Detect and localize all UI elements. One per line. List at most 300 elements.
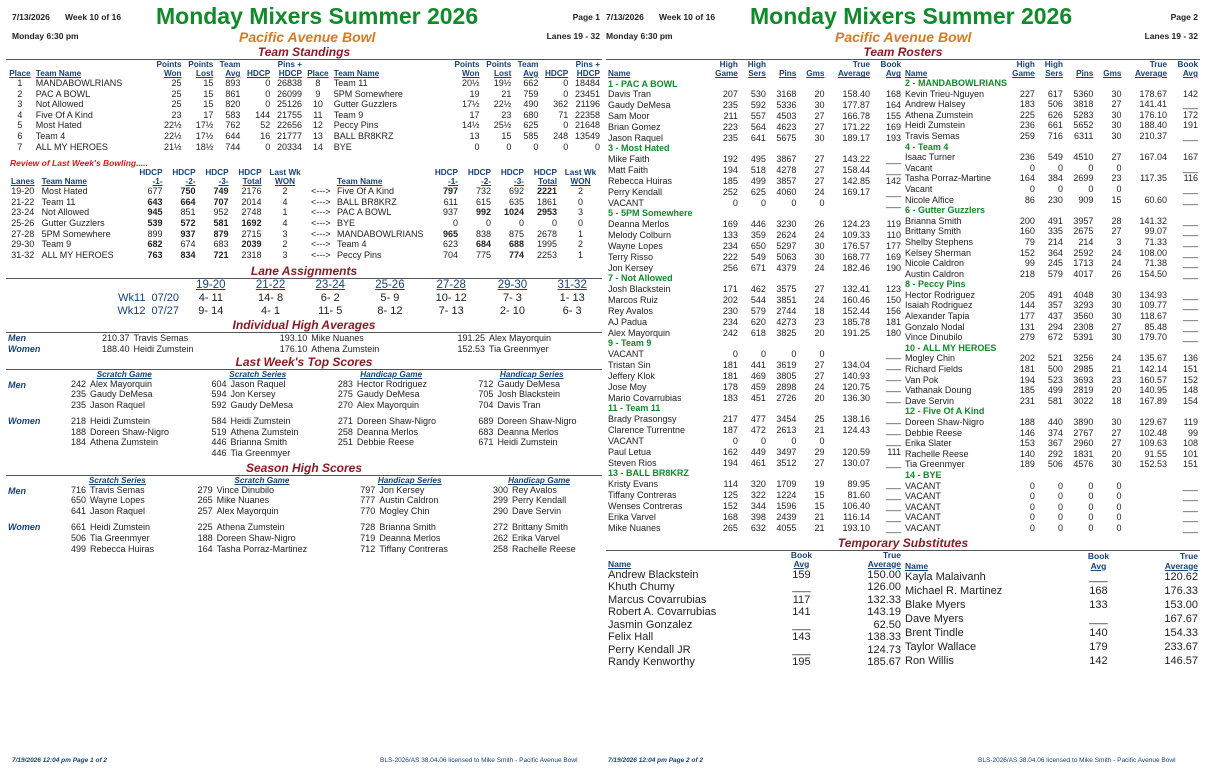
column-header: HDCP: [205, 168, 229, 178]
score-value: 279: [197, 484, 213, 495]
roster-cell: 30: [1111, 130, 1122, 141]
review-cell: 945: [147, 207, 163, 218]
roster-cell: 24: [814, 186, 825, 197]
scores-header-row: [6, 370, 602, 379]
roster-cell: 202: [1019, 353, 1035, 364]
bowler-name: Josh Blackstein: [497, 389, 560, 400]
roster-cell: 164: [885, 100, 901, 111]
roster-cell: 189.17: [842, 132, 871, 143]
column-header: -3-: [218, 177, 229, 187]
lane-pair-header: 29-30: [497, 279, 528, 292]
column-header: Avg: [225, 69, 241, 78]
roster-cell: 3619: [776, 360, 797, 371]
week-number: Wk11: [118, 292, 146, 305]
column-header: Total: [538, 177, 558, 187]
substitute-cell: Blake Myers: [905, 599, 966, 612]
roster-cell: 30: [1111, 311, 1122, 322]
vs-arrow: <--->: [311, 249, 331, 260]
bowler-name: Travis Semas: [90, 484, 145, 495]
score-value: 235: [70, 389, 86, 400]
roster-cell: 0: [1029, 522, 1035, 533]
roster-cell: 0: [1057, 522, 1063, 533]
standings-header-row: [304, 69, 602, 78]
roster-cell: Rachelle Reese: [905, 448, 969, 459]
roster-cell: 469: [750, 370, 766, 381]
roster-cell: 4017: [1073, 268, 1094, 279]
roster-cell: Marcos Ruiz: [608, 295, 659, 306]
bowler-name: Gaudy DeMesa: [497, 378, 560, 389]
roster-cell: 6311: [1074, 130, 1094, 141]
standings-row: [304, 120, 602, 131]
roster-cell: 123: [885, 284, 901, 295]
score-value: 770: [360, 505, 376, 516]
roster-cell: 0: [819, 349, 825, 360]
roster-cell: 30: [1111, 300, 1122, 311]
review-title: Review of Last Week's Bowling.....: [10, 158, 148, 169]
roster-cell: 25: [814, 414, 825, 425]
score-value: 719: [360, 533, 376, 544]
review-cell: 0: [486, 217, 492, 228]
roster-cell: 0: [1088, 480, 1094, 491]
substitute-cell: 179: [1089, 641, 1108, 654]
team-heading-row: [903, 78, 1200, 89]
score-value: 446: [211, 448, 227, 459]
roster-cell: 101: [1182, 448, 1198, 459]
roster-cell: 0: [819, 435, 825, 446]
roster-cell: 86: [1024, 194, 1035, 205]
roster-cell: Paul Letua: [608, 446, 652, 457]
roster-cell: VACANT: [608, 349, 644, 360]
roster-cell: 30: [814, 240, 825, 251]
review-cell: Gutter Guzzlers: [41, 217, 105, 228]
standings-header-row: [6, 60, 304, 69]
women-score-row: [6, 544, 602, 555]
review-cell: 0: [453, 217, 459, 228]
roster-cell: 625: [750, 186, 766, 197]
roster-cell: 167.89: [1139, 395, 1168, 406]
roster-cell: 549: [750, 251, 766, 262]
roster-cell: 3022: [1073, 395, 1094, 406]
bowler-name: Gaudy DeMesa: [356, 389, 420, 400]
roster-cell: Vince Dinubilo: [905, 332, 963, 343]
column-header: Pins: [779, 69, 797, 79]
roster-cell: 153: [1019, 438, 1035, 449]
review-cell: PAC A BOWL: [337, 207, 392, 218]
roster-cell: 259: [1019, 130, 1035, 141]
roster-cell: 3293: [1073, 300, 1094, 311]
roster-player-row: [606, 360, 903, 371]
bowler-name: Athena Zumstein: [90, 437, 159, 448]
roster-cell: 124.43: [842, 425, 871, 436]
standings-cell: 662: [523, 78, 539, 88]
column-header: Lost: [196, 69, 214, 78]
roster-cell: 2439: [776, 511, 797, 522]
roster-cell: Travis Semas: [905, 130, 960, 141]
review-cell: 688: [508, 239, 525, 250]
roster-player-row: [606, 392, 903, 403]
column-header: WON: [570, 177, 591, 187]
roster-cell: ___: [1182, 130, 1198, 141]
review-cell: 2318: [241, 249, 262, 260]
standings-cell: 0: [563, 120, 569, 131]
standings-cell: 362: [553, 99, 569, 110]
review-cell: 539: [147, 217, 163, 228]
score-category-header: Handicap Series: [377, 475, 442, 485]
roster-cell: Nicole Caldron: [905, 258, 965, 269]
column-header: High: [1044, 60, 1063, 69]
standings-cell: 3: [17, 99, 23, 110]
roster-cell: ___: [885, 414, 901, 425]
roster-cell: 230: [722, 305, 738, 316]
lane-pair-header: 27-28: [436, 279, 466, 292]
report-date: 7/13/2026: [12, 12, 50, 22]
bowler-name: Gaudy DeMesa: [90, 389, 153, 400]
roster-cell: 398: [750, 511, 766, 522]
review-cell: 2253: [536, 249, 558, 260]
section-title-rosters: Team Rosters: [606, 45, 1200, 60]
roster-cell: ___: [1182, 512, 1198, 523]
column-header: High: [1016, 60, 1035, 69]
review-cell: 3: [578, 207, 584, 218]
roster-cell: Josh Blackstein: [608, 284, 671, 295]
week-date: 07/27: [151, 305, 179, 318]
standings-cell: Not Allowed: [35, 99, 84, 110]
roster-cell: 140.93: [842, 370, 871, 381]
roster-cell: 151: [1182, 459, 1198, 470]
roster-cell: 23: [1111, 374, 1122, 385]
roster-cell: 182.46: [842, 262, 871, 273]
roster-cell: 27: [1111, 438, 1122, 449]
roster-cell: 4623: [776, 121, 797, 132]
subs-header-row: [903, 561, 1200, 571]
substitute-cell: 120.62: [1164, 571, 1198, 584]
standings-cell: 23: [171, 109, 182, 120]
roster-cell: 236: [1019, 120, 1035, 131]
roster-cell: 109.63: [1139, 438, 1168, 449]
roster-player-row: [606, 284, 903, 295]
team-heading-row: [903, 205, 1200, 216]
roster-cell: 0: [791, 197, 797, 208]
score-value: 584: [211, 416, 227, 427]
roster-cell: 177: [1019, 311, 1035, 322]
roster-cell: 320: [750, 479, 766, 490]
standings-cell: 12: [312, 120, 323, 131]
roster-cell: 3497: [776, 446, 797, 457]
roster-cell: 3230: [776, 219, 797, 230]
roster-cell: ___: [1182, 332, 1198, 343]
score-value: 689: [478, 416, 494, 427]
substitute-cell: ___: [1089, 613, 1108, 626]
roster-cell: 21: [814, 425, 825, 436]
bowler-name: Jason Raquel: [90, 505, 146, 516]
substitute-row: [606, 594, 903, 607]
review-cell: 879: [213, 228, 229, 239]
review-cell: 1024: [503, 207, 525, 218]
score-value: 184: [70, 437, 86, 448]
review-cell: 684: [475, 239, 492, 250]
review-cell: 763: [147, 249, 163, 260]
roster-cell: 234: [722, 240, 738, 251]
standings-cell: 5: [17, 120, 23, 131]
roster-cell: 15: [814, 500, 825, 511]
column-header: Points: [156, 60, 182, 69]
roster-header-row: [606, 69, 903, 78]
substitute-row: [606, 569, 903, 582]
roster-cell: 178: [722, 381, 738, 392]
rosters-grid: [606, 60, 1200, 534]
score-value: 225: [197, 522, 213, 533]
roster-cell: ___: [885, 392, 901, 403]
standings-cell: 15: [501, 130, 512, 141]
review-cell: 834: [180, 249, 196, 260]
bowler-name: Alex Mayorquin: [90, 378, 153, 389]
roster-cell: 2898: [776, 381, 797, 392]
roster-cell: 18: [1111, 395, 1122, 406]
standings-cell: 11: [313, 109, 323, 120]
roster-cell: 0: [760, 197, 766, 208]
roster-player-row: [606, 490, 903, 501]
review-cell: 965: [442, 228, 459, 239]
review-cell: 838: [475, 228, 492, 239]
roster-cell: 200: [1019, 215, 1035, 226]
standings-cell: 10: [312, 99, 323, 110]
score-value: 671: [478, 437, 494, 448]
roster-cell: 167.04: [1139, 152, 1168, 163]
score-value: 270: [337, 399, 353, 410]
review-row: [6, 239, 602, 250]
score-category-header: Handicap Series: [499, 369, 564, 379]
roster-cell: 111: [887, 446, 901, 457]
roster-player-row: [903, 269, 1200, 280]
standings-cell: 893: [225, 78, 241, 88]
roster-cell: 160.46: [842, 295, 871, 306]
roster-cell: 0: [760, 349, 766, 360]
column-header: Game: [1012, 69, 1035, 78]
roster-cell: 188: [1019, 417, 1035, 427]
roster-cell: 518: [750, 165, 766, 176]
roster-cell: 716: [1047, 130, 1063, 141]
substitute-row: [903, 571, 1200, 585]
review-cell: Most Hated: [41, 186, 88, 197]
standings-cell: 21196: [575, 99, 600, 110]
review-cell: Team 4: [337, 239, 367, 250]
column-header: Average: [1164, 560, 1198, 571]
score-category-header: Scratch Series: [229, 369, 287, 379]
roster-cell: 2960: [1073, 438, 1094, 449]
roster-player-row: [903, 332, 1200, 343]
review-cell: 952: [213, 207, 229, 218]
roster-cell: ___: [885, 489, 901, 500]
average-value: 152.53: [457, 343, 485, 354]
scores-header-row: [6, 476, 602, 485]
review-cell: 750: [180, 186, 196, 197]
standings-cell: 0: [506, 141, 512, 152]
individual-high-table: [6, 333, 602, 354]
average-value: 191.25: [457, 333, 485, 344]
roster-player-row: [903, 449, 1200, 460]
roster-cell: 523: [1047, 374, 1063, 385]
roster-cell: 109.33: [842, 230, 871, 241]
roster-cell: 125: [722, 489, 738, 500]
roster-cell: 21: [814, 522, 825, 533]
roster-cell: 185.78: [842, 316, 871, 327]
roster-cell: 164: [1019, 173, 1035, 184]
roster-cell: 179.70: [1139, 332, 1168, 343]
roster-player-row: [903, 481, 1200, 492]
page-2: [606, 0, 1200, 768]
roster-header-row: [606, 60, 903, 69]
roster-cell: 3805: [776, 370, 797, 381]
roster-player-row: [903, 131, 1200, 142]
roster-cell: 0: [1116, 522, 1122, 533]
review-cell: 4: [282, 217, 288, 228]
roster-cell: 4060: [776, 186, 797, 197]
substitute-row: [903, 641, 1200, 655]
roster-cell: 0: [1029, 183, 1035, 194]
roster-cell: 24: [1111, 247, 1122, 258]
roster-cell: 99.07: [1144, 226, 1168, 237]
column-header: Name: [905, 69, 928, 78]
roster-cell: 0: [1116, 480, 1122, 491]
roster-cell: Alex Mayorquin: [608, 327, 671, 338]
standings-row: [304, 142, 602, 153]
roster-cell: Brittany Smith: [905, 226, 962, 237]
bowler-name: Travis Semas: [133, 333, 189, 344]
league-title: Monday Mixers Summer 2026: [156, 3, 479, 29]
rosters-table-left: [606, 60, 903, 534]
standings-cell: 25: [171, 88, 182, 99]
matchup-cell: 4- 11: [198, 292, 223, 305]
roster-cell: 119: [1183, 417, 1198, 427]
roster-cell: 168.77: [842, 251, 871, 262]
bowler-name: Alex Mayorquin: [488, 333, 551, 344]
roster-player-row: [903, 512, 1200, 523]
roster-cell: 24: [814, 295, 825, 306]
roster-cell: 0: [819, 197, 825, 208]
roster-cell: Kevin Trieu-Nguyen: [905, 88, 985, 99]
substitute-cell: 132.33: [867, 593, 901, 606]
substitute-cell: 168: [1089, 585, 1108, 598]
column-header: HDCP: [500, 168, 525, 178]
roster-cell: [1123, 512, 1169, 523]
standings-cell: 490: [523, 99, 539, 110]
roster-cell: 3825: [776, 327, 797, 338]
team-heading-row: [903, 343, 1200, 354]
score-value: 797: [360, 484, 376, 495]
bowler-name: Heidi Zumstein: [133, 343, 194, 354]
roster-cell: Tiffany Contreras: [608, 489, 677, 500]
column-header: Name: [905, 560, 929, 571]
roster-cell: Terry Risso: [608, 251, 654, 262]
roster-cell: 30: [814, 132, 825, 143]
review-cell: 1: [282, 207, 288, 218]
review-cell: 2: [578, 239, 584, 250]
column-header: Book: [1087, 550, 1110, 561]
week-cell: [6, 305, 181, 318]
roster-cell: VACANT: [905, 491, 941, 502]
roster-cell: 2613: [776, 425, 797, 436]
report-date: 7/13/2026: [606, 12, 644, 22]
standings-grid: [6, 60, 602, 152]
matchup-cell: 8- 12: [377, 305, 403, 318]
roster-cell: 181: [1019, 364, 1035, 375]
score-value: 594: [211, 389, 227, 400]
roster-cell: Erika Varvel: [608, 511, 656, 522]
roster-player-row: [903, 491, 1200, 502]
score-value: 641: [70, 505, 86, 516]
standings-cell: 21½: [164, 141, 182, 152]
roster-cell: 0: [1116, 512, 1122, 523]
roster-cell: 359: [750, 230, 766, 241]
roster-cell: 154.50: [1139, 268, 1168, 279]
roster-cell: 20: [814, 89, 825, 100]
roster-cell: 30: [1111, 289, 1122, 300]
review-header-row: [6, 168, 602, 177]
column-header: [304, 60, 332, 69]
roster-player-row: [606, 501, 903, 512]
standings-table-right: [304, 60, 602, 152]
substitute-cell: ___: [792, 643, 811, 656]
page-subheader: [6, 28, 602, 45]
review-cell: 4: [282, 196, 288, 207]
roster-cell: 5297: [776, 240, 797, 251]
substitute-row: [606, 644, 903, 657]
score-value: 728: [360, 522, 376, 533]
standings-cell: 14: [312, 141, 323, 152]
bowler-name: Heidi Zumstein: [90, 416, 151, 427]
column-header: Pins +: [277, 60, 302, 69]
roster-player-row: [903, 502, 1200, 513]
matchup-cell: 4- 1: [261, 305, 281, 318]
column-header: [6, 60, 34, 69]
column-header: Points: [188, 60, 214, 69]
roster-cell: 0: [1088, 512, 1094, 523]
roster-cell: 27: [814, 121, 825, 132]
roster-cell: 136.30: [842, 392, 871, 403]
vs-arrow: <--->: [311, 186, 331, 197]
roster-cell: 256: [722, 262, 738, 273]
standings-cell: 7: [17, 141, 23, 152]
roster-cell: 1709: [776, 479, 797, 490]
roster-cell: 23: [814, 316, 825, 327]
subs-header-row: [606, 560, 903, 569]
roster-cell: 231: [1019, 395, 1035, 406]
roster-cell: VACANT: [905, 480, 941, 491]
substitute-row: [903, 627, 1200, 641]
column-header: Average: [1135, 69, 1168, 78]
column-header: Avg: [793, 558, 810, 569]
men-score-row: [6, 389, 602, 400]
standings-cell: 22656: [276, 120, 302, 131]
roster-cell: 30: [1111, 332, 1122, 343]
roster-cell: 24: [814, 230, 825, 241]
roster-cell: 3867: [776, 154, 797, 165]
score-value: 257: [197, 505, 213, 516]
women-score-row: [6, 516, 602, 533]
standings-row: [6, 142, 304, 153]
review-cell: 2: [282, 239, 288, 250]
roster-cell: 472: [750, 425, 766, 436]
roster-cell: 169: [885, 251, 901, 262]
standings-cell: 25½: [493, 120, 512, 131]
substitute-cell: Andrew Blackstein: [608, 568, 699, 581]
column-header: Team Name: [337, 177, 383, 187]
column-header: Name: [608, 558, 632, 569]
roster-cell: 3818: [1073, 99, 1094, 110]
column-header: Won: [163, 69, 182, 78]
spacer-cell: [6, 279, 181, 292]
matchup-cell: 14- 8: [257, 292, 284, 305]
